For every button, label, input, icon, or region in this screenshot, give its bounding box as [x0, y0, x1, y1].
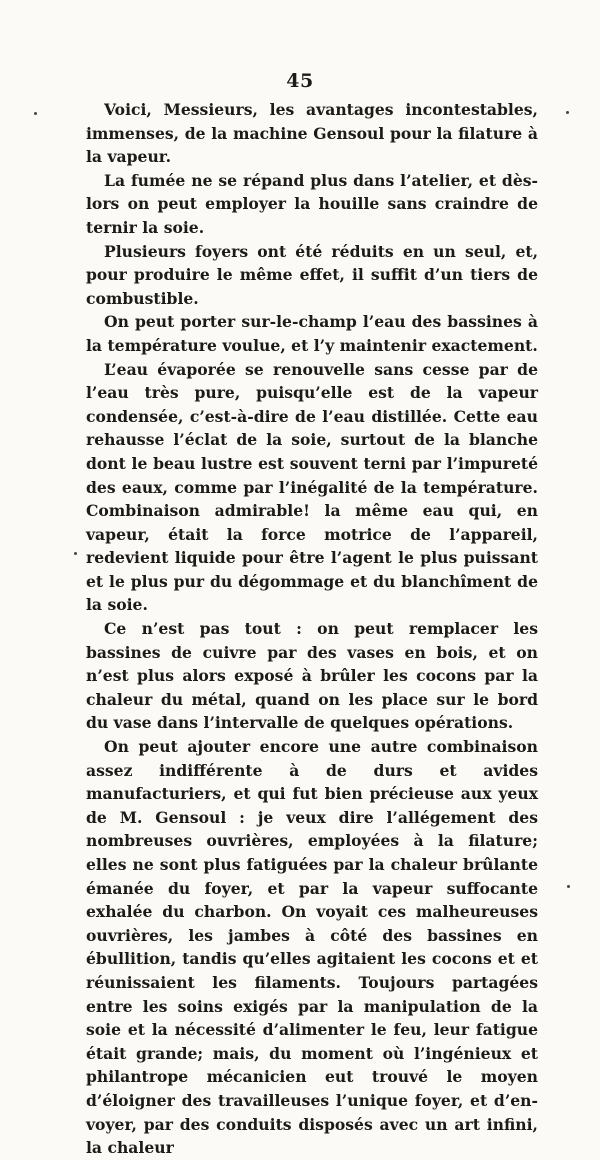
paragraph: Ce n’est pas tout : on peut remplacer les bassines de cuivre par des vases en bois, et on n’est plus alors exposé à brûler les cocons par la chaleur du métal, quand on les place sur le bord du vase dans l’intervalle de quelques opérations.: [86, 619, 538, 733]
paragraph: Voici, Messieurs, les avantages incontestables, immenses, de la machine Gensoul pour la filature à la vapeur.: [86, 100, 538, 167]
paper-speck: [567, 885, 570, 888]
paragraph: L’eau évaporée se renouvelle sans cesse par de l’eau très pure, puisqu’elle est de la vapeur condensée, c’est-à-dire de l’eau distillée. Cette eau rehausse l’éclat de la soie, surtout de la blanche dont le beau lustre est souvent terni par l’impureté des eaux, comme par l’inégalité de la température. Combinaison admirable! la même eau qui, en vapeur, était la force motrice de l’appareil, redevient liquide pour être l’agent le plus puissant et le plus pur du dégommage et du blanchîment de la soie.: [86, 359, 538, 615]
paragraph: On peut porter sur-le-champ l’eau des bassines à la température voulue, et l’y maintenir exactement.: [86, 312, 538, 355]
paragraph: On peut ajouter encore une autre combinaison assez indifférente à de durs et avides manufacturiers, et qui fut bien précieuse aux yeux de M. Gensoul : je veux dire l’allégement des nombreuses ouvrières, employées à la filature; elles ne sont plus fatiguées par la chaleur brûlante émanée du foyer, et par la vapeur suffocante exhalée du charbon. On voyait ces malheureuses ouvrières, les jambes à côté des bassines en ébullition, tandis qu’elles agitaient les cocons et et réunissaient les filaments. Toujours partagées entre les soins exigés par la manipulation de la soie et la nécessité d’alimenter le feu, leur fatigue était grande; mais, du moment où l’ingénieux et philantrope mécanicien eut trouvé le moyen d’éloigner des travailleuses l’unique foyer, et d’envoyer, par des conduits disposés avec un art infini, la chaleur: [86, 737, 538, 1158]
paragraph: Plusieurs foyers ont été réduits en un seul, et, pour produire le même effet, il suffit d’un tiers de combustible.: [86, 241, 538, 308]
body-text: [86, 98, 538, 1160]
paper-speck: [34, 112, 37, 115]
paragraph: La fumée ne se répand plus dans l’atelier, et dès-lors on peut employer la houille sans craindre de ternir la soie.: [86, 170, 538, 237]
page-number: 45: [286, 70, 314, 92]
paper-speck: [566, 111, 569, 114]
paper-speck: [74, 552, 77, 555]
